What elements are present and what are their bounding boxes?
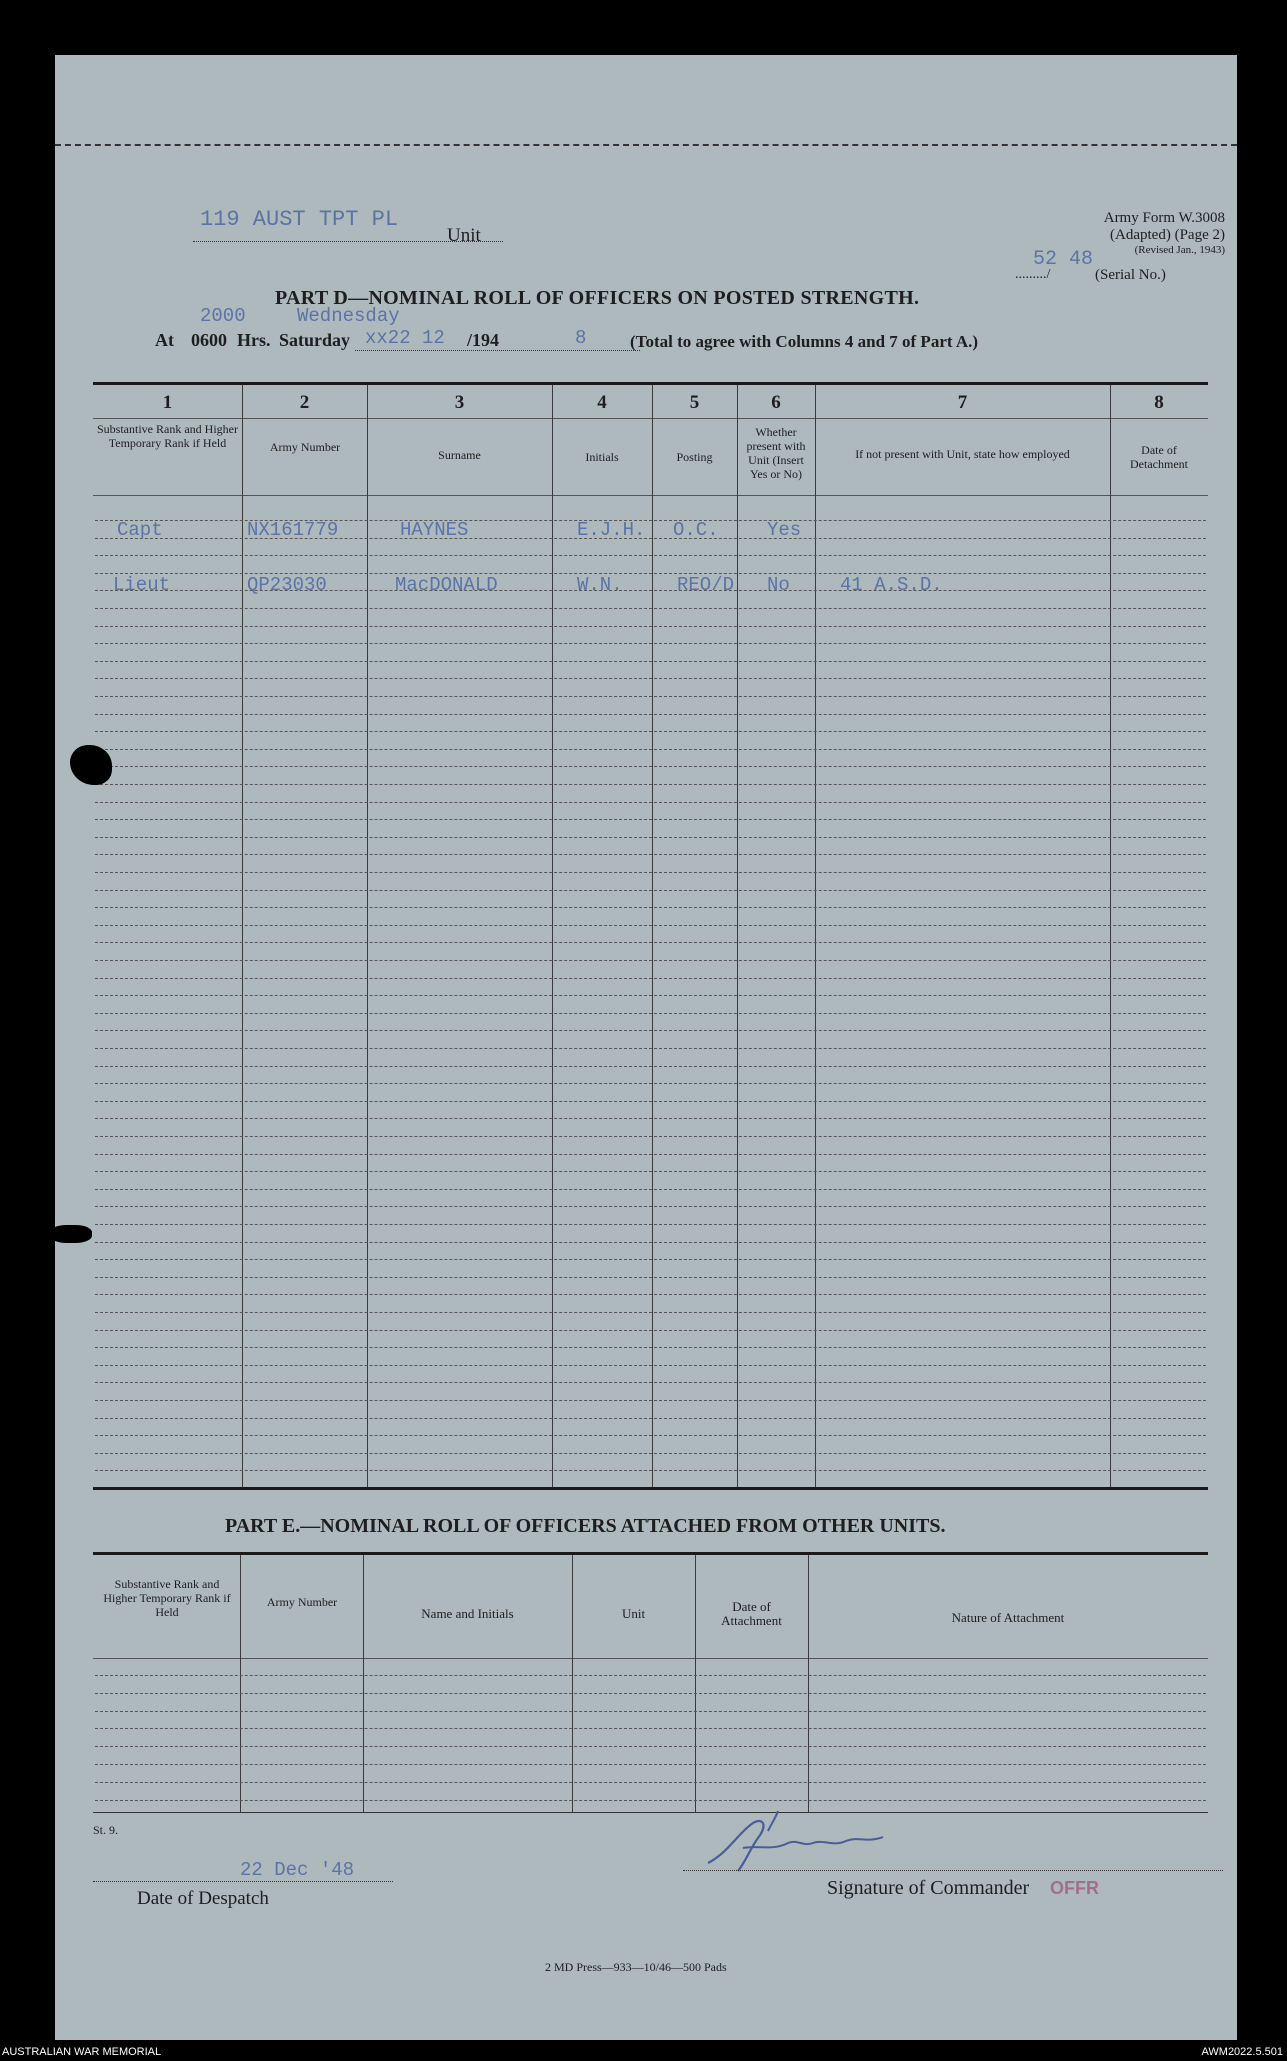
ruled-line bbox=[95, 1800, 1206, 1801]
ruled-line bbox=[95, 1066, 1206, 1067]
ruled-line bbox=[95, 1013, 1206, 1014]
ruled-line bbox=[95, 942, 1206, 943]
ruled-line bbox=[95, 1347, 1206, 1348]
row-surname: MacDONALD bbox=[395, 574, 498, 596]
ruled-line bbox=[95, 626, 1206, 627]
ruled-line bbox=[95, 661, 1206, 662]
ruled-line bbox=[95, 1189, 1206, 1190]
e-header-rank: Substantive Rank and Higher Temporary Rank if Held bbox=[103, 1577, 231, 1619]
part-e-top-rule bbox=[93, 1552, 1208, 1555]
unit-value: 119 AUST TPT PL bbox=[200, 207, 399, 232]
serial-label: (Serial No.) bbox=[1095, 267, 1166, 283]
ruled-line bbox=[95, 978, 1206, 979]
ruled-line bbox=[95, 1277, 1206, 1278]
ruled-line bbox=[95, 1365, 1206, 1366]
total-note: (Total to agree with Columns 4 and 7 of Part A.) bbox=[630, 332, 979, 351]
ruled-line bbox=[95, 837, 1206, 838]
st-label: St. 9. bbox=[93, 1823, 119, 1837]
row-present: No bbox=[767, 574, 790, 596]
col-header-present: Whether present with Unit (Insert Yes or No) bbox=[746, 425, 806, 481]
form-name: Army Form W.3008 bbox=[1103, 210, 1225, 226]
ruled-line bbox=[95, 907, 1206, 908]
ruled-line bbox=[95, 960, 1206, 961]
ruled-line bbox=[95, 766, 1206, 767]
ruled-line bbox=[95, 1048, 1206, 1049]
col-header-rank: Substantive Rank and Higher Temporary Rank if Held bbox=[97, 422, 238, 450]
signature-label: Signature of Commander bbox=[827, 1877, 1030, 1899]
despatch-label: Date of Despatch bbox=[137, 1888, 269, 1909]
header-rule bbox=[93, 495, 1208, 496]
row-rank: Capt bbox=[117, 519, 163, 541]
col-header-surname: Surname bbox=[438, 448, 481, 462]
ruled-line bbox=[95, 1242, 1206, 1243]
at-label: At bbox=[155, 330, 174, 350]
ruled-line bbox=[95, 1030, 1206, 1031]
ruled-line bbox=[95, 1400, 1206, 1401]
signature-underline bbox=[683, 1870, 1223, 1871]
ruled-line bbox=[95, 872, 1206, 873]
form-revised: (Revised Jan., 1943) bbox=[1134, 244, 1225, 256]
col-header-detachment-date: Date of Detachment bbox=[1130, 443, 1188, 471]
col-number: 4 bbox=[597, 392, 607, 413]
col-header-employed: If not present with Unit, state how employed bbox=[855, 447, 1070, 461]
col-header-posting: Posting bbox=[676, 450, 713, 464]
ruled-line bbox=[95, 1330, 1206, 1331]
col-divider bbox=[1110, 385, 1111, 1487]
date-typed: xx22 12 bbox=[365, 327, 445, 349]
col-divider bbox=[695, 1555, 696, 1812]
col-divider bbox=[240, 1555, 241, 1812]
form-adapted: (Adapted) (Page 2) bbox=[1110, 227, 1225, 243]
ruled-line bbox=[95, 1453, 1206, 1454]
part-e-title: PART E.—NOMINAL ROLL OF OFFICERS ATTACHED FROM OTHER UNITS. bbox=[225, 1515, 946, 1537]
ruled-line bbox=[95, 854, 1206, 855]
time-printed: 0600 bbox=[191, 330, 227, 350]
ruled-line bbox=[95, 1675, 1206, 1676]
ruled-line bbox=[95, 1154, 1206, 1155]
ruled-line bbox=[95, 608, 1206, 609]
ruled-line bbox=[95, 643, 1206, 644]
part-e-header-rule bbox=[93, 1658, 1208, 1659]
ruled-line bbox=[95, 995, 1206, 996]
ruled-line bbox=[95, 1746, 1206, 1747]
col-number: 7 bbox=[957, 392, 968, 413]
e-header-nature: Nature of Attachment bbox=[951, 1610, 1065, 1625]
ruled-line bbox=[95, 925, 1206, 926]
paper-hole bbox=[50, 1225, 92, 1243]
ruled-line bbox=[95, 1711, 1206, 1712]
row-surname: HAYNES bbox=[400, 519, 469, 541]
year-label: /194 bbox=[467, 330, 500, 350]
ruled-line bbox=[95, 714, 1206, 715]
ruled-line bbox=[95, 1764, 1206, 1765]
col-divider bbox=[737, 385, 738, 1487]
part-e-bottom-rule bbox=[93, 1812, 1208, 1813]
col-number: 3 bbox=[454, 392, 465, 413]
ruled-line bbox=[95, 731, 1206, 732]
ruled-line bbox=[95, 1435, 1206, 1436]
ruled-line bbox=[95, 1136, 1206, 1137]
e-header-unit: Unit bbox=[621, 1606, 646, 1621]
date-underline bbox=[355, 350, 640, 351]
ruled-line bbox=[95, 802, 1206, 803]
margin-caption-left: AUSTRALIAN WAR MEMORIAL bbox=[2, 2046, 162, 2058]
time-typed: 2000 bbox=[200, 305, 246, 327]
ruled-line bbox=[95, 1693, 1206, 1694]
year-typed: 8 bbox=[575, 327, 587, 349]
row-army-number: NX161779 bbox=[247, 519, 339, 541]
col-divider bbox=[815, 385, 816, 1487]
row-employed: 41 A.S.D. bbox=[840, 574, 943, 596]
col-number: 1 bbox=[162, 392, 173, 413]
row-army-number: QP23030 bbox=[247, 574, 327, 596]
margin-caption-right: AWM2022.5.501 bbox=[1201, 2046, 1283, 2058]
part-d-title: PART D—NOMINAL ROLL OF OFFICERS ON POSTED STRENGTH. bbox=[275, 287, 920, 309]
day-typed: Wednesday bbox=[297, 305, 400, 327]
ruled-line bbox=[95, 1418, 1206, 1419]
form-page bbox=[55, 55, 1237, 2040]
col-divider bbox=[572, 1555, 573, 1812]
col-number: 6 bbox=[771, 392, 781, 413]
commander-signature bbox=[698, 1803, 898, 1883]
hrs-label: Hrs. bbox=[237, 330, 271, 350]
col-header-army-number: Army Number bbox=[269, 440, 341, 454]
despatch-typed: 22 Dec '48 bbox=[240, 1859, 355, 1881]
col-number: 5 bbox=[689, 392, 700, 413]
ruled-line bbox=[95, 1470, 1206, 1471]
ruled-line bbox=[95, 1118, 1206, 1119]
row-rank: Lieut bbox=[113, 574, 171, 596]
row-initials: E.J.H. bbox=[577, 519, 646, 541]
e-header-army-number: Army Number bbox=[266, 1595, 338, 1609]
serial-typed: 52 48 bbox=[1033, 248, 1094, 271]
ruled-line bbox=[95, 1083, 1206, 1084]
col-divider bbox=[363, 1555, 364, 1812]
ruled-line bbox=[95, 784, 1206, 785]
ruled-line bbox=[95, 749, 1206, 750]
ruled-line bbox=[95, 890, 1206, 891]
press-note: 2 MD Press—933—10/46—500 Pads bbox=[545, 1960, 727, 1974]
row-initials: W.N. bbox=[577, 574, 623, 596]
ruled-line bbox=[95, 1224, 1206, 1225]
col-divider bbox=[652, 385, 653, 1487]
part-d-bottom-rule bbox=[93, 1487, 1208, 1490]
ruled-line bbox=[95, 1382, 1206, 1383]
ruled-line bbox=[95, 1101, 1206, 1102]
col-divider bbox=[552, 385, 553, 1487]
ruled-line bbox=[95, 1206, 1206, 1207]
unit-label: Unit bbox=[447, 225, 481, 246]
col-divider bbox=[367, 385, 368, 1487]
col-divider bbox=[808, 1555, 809, 1812]
col-number: 2 bbox=[299, 392, 310, 413]
serial-blank: ........./ bbox=[1015, 267, 1051, 282]
ruled-line bbox=[95, 1782, 1206, 1783]
row-posting: REO/D bbox=[677, 574, 735, 596]
row-present: Yes bbox=[767, 519, 802, 541]
despatch-underline bbox=[93, 1881, 393, 1882]
ruled-line bbox=[95, 696, 1206, 697]
e-header-attach-date: Date of Attachment bbox=[721, 1599, 782, 1628]
ruled-line bbox=[95, 1259, 1206, 1260]
col-header-initials: Initials bbox=[585, 450, 619, 464]
ruled-line bbox=[95, 819, 1206, 820]
ruled-line bbox=[95, 678, 1206, 679]
ruled-line bbox=[95, 1312, 1206, 1313]
row-posting: O.C. bbox=[673, 519, 719, 541]
col-number: 8 bbox=[1154, 392, 1164, 413]
col-divider bbox=[242, 385, 243, 1487]
day-printed: Saturday bbox=[279, 330, 351, 350]
perforation-line bbox=[55, 144, 1237, 146]
e-header-name: Name and Initials bbox=[421, 1606, 514, 1621]
officer-stamp: OFFR bbox=[1050, 1878, 1099, 1898]
ruled-line bbox=[95, 1728, 1206, 1729]
ruled-line bbox=[95, 555, 1206, 556]
ruled-line bbox=[95, 1171, 1206, 1172]
ruled-line bbox=[95, 1294, 1206, 1295]
part-d-top-rule bbox=[93, 382, 1208, 385]
col-number-rule bbox=[93, 418, 1208, 419]
